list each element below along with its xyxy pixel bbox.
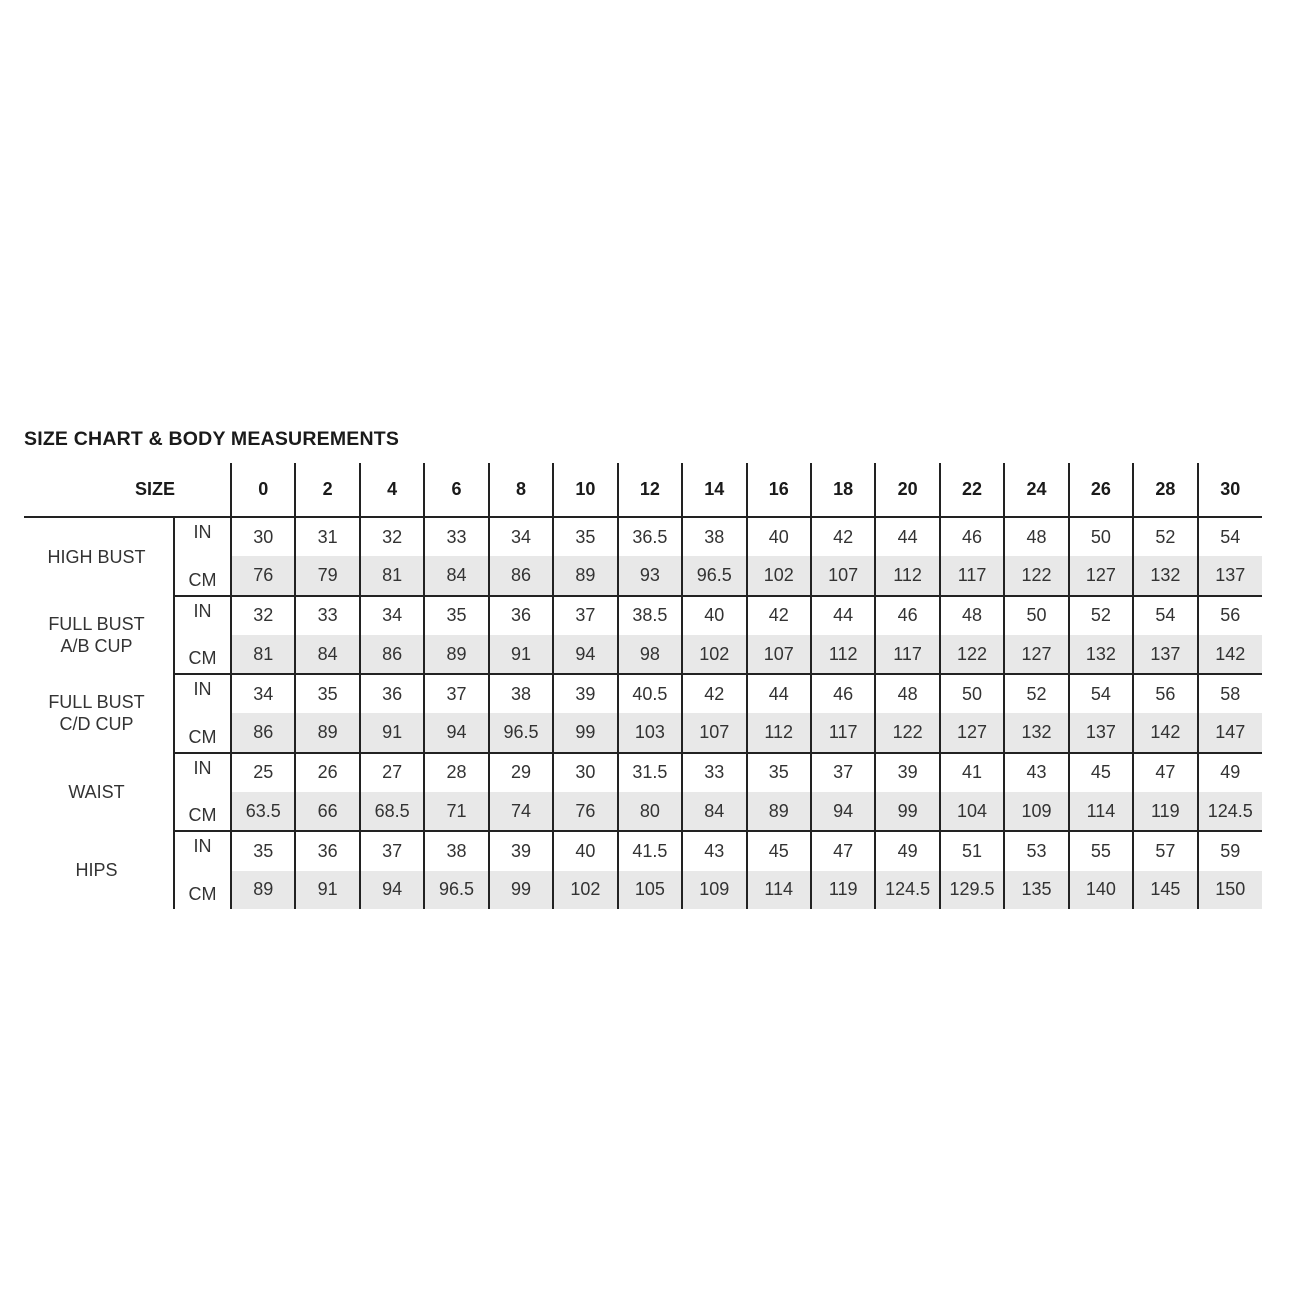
table-cell: 58 bbox=[1198, 674, 1262, 713]
table-cell: 35 bbox=[231, 831, 295, 870]
table-cell: 46 bbox=[875, 596, 939, 635]
table-cell: 49 bbox=[875, 831, 939, 870]
table-cell: 36 bbox=[360, 674, 424, 713]
table-cell: 74 bbox=[489, 792, 553, 831]
table-cell: 40 bbox=[682, 596, 746, 635]
unit-label: CM bbox=[174, 792, 231, 831]
table-cell: 68.5 bbox=[360, 792, 424, 831]
table-cell: 86 bbox=[231, 713, 295, 752]
table-cell: 36 bbox=[295, 831, 359, 870]
table-cell: 41 bbox=[940, 753, 1004, 792]
table-cell: 45 bbox=[1069, 753, 1133, 792]
table-cell: 76 bbox=[231, 556, 295, 595]
unit-label: CM bbox=[174, 871, 231, 909]
size-header-0: 0 bbox=[231, 463, 295, 517]
table-cell: 37 bbox=[811, 753, 875, 792]
table-cell: 89 bbox=[295, 713, 359, 752]
measurement-label-line: FULL BUST bbox=[48, 613, 145, 634]
measurement-label bbox=[24, 674, 174, 753]
table-cell: 94 bbox=[811, 792, 875, 831]
table-cell: 137 bbox=[1198, 556, 1262, 595]
table-row bbox=[24, 792, 1262, 831]
table-cell: 52 bbox=[1069, 596, 1133, 635]
table-cell: 117 bbox=[875, 635, 939, 674]
table-cell: 40 bbox=[747, 517, 811, 556]
size-header-26: 26 bbox=[1069, 463, 1133, 517]
table-cell: 34 bbox=[231, 674, 295, 713]
table-cell: 31.5 bbox=[618, 753, 682, 792]
table-cell: 51 bbox=[940, 831, 1004, 870]
table-cell: 102 bbox=[747, 556, 811, 595]
measurement-label-line: HIPS bbox=[75, 860, 118, 881]
unit-label: IN bbox=[174, 753, 231, 792]
table-cell: 37 bbox=[553, 596, 617, 635]
table-cell: 114 bbox=[1069, 792, 1133, 831]
table-cell: 45 bbox=[747, 831, 811, 870]
table-cell: 124.5 bbox=[875, 871, 939, 909]
table-cell: 94 bbox=[553, 635, 617, 674]
size-header-22: 22 bbox=[940, 463, 1004, 517]
unit-label: IN bbox=[174, 674, 231, 713]
table-cell: 38 bbox=[424, 831, 488, 870]
size-header-label: SIZE bbox=[24, 463, 231, 517]
table-row bbox=[24, 831, 1262, 870]
measurement-label bbox=[24, 831, 174, 909]
table-cell: 142 bbox=[1133, 713, 1197, 752]
measurement-rows bbox=[24, 517, 1262, 909]
size-header-20: 20 bbox=[875, 463, 939, 517]
table-row bbox=[24, 871, 1262, 909]
table-row bbox=[24, 635, 1262, 674]
measurement-label bbox=[24, 517, 174, 596]
size-header-16: 16 bbox=[747, 463, 811, 517]
table-cell: 38 bbox=[682, 517, 746, 556]
table-cell: 86 bbox=[360, 635, 424, 674]
table-cell: 114 bbox=[747, 871, 811, 909]
table-cell: 50 bbox=[1069, 517, 1133, 556]
table-cell: 38 bbox=[489, 674, 553, 713]
table-cell: 44 bbox=[875, 517, 939, 556]
unit-label: CM bbox=[174, 713, 231, 752]
table-cell: 104 bbox=[940, 792, 1004, 831]
table-cell: 56 bbox=[1133, 674, 1197, 713]
table-cell: 32 bbox=[231, 596, 295, 635]
table-cell: 50 bbox=[940, 674, 1004, 713]
measurement-label-line: FULL BUST bbox=[48, 692, 145, 713]
table-cell: 36.5 bbox=[618, 517, 682, 556]
table-cell: 94 bbox=[424, 713, 488, 752]
table-cell: 48 bbox=[940, 596, 1004, 635]
table-cell: 132 bbox=[1069, 635, 1133, 674]
table-cell: 42 bbox=[682, 674, 746, 713]
table-cell: 43 bbox=[1004, 753, 1068, 792]
table-cell: 34 bbox=[489, 517, 553, 556]
table-cell: 132 bbox=[1133, 556, 1197, 595]
measurement-label-line: A/B CUP bbox=[60, 635, 133, 656]
size-header-30: 30 bbox=[1198, 463, 1262, 517]
table-cell: 43 bbox=[682, 831, 746, 870]
table-cell: 99 bbox=[553, 713, 617, 752]
table-cell: 112 bbox=[875, 556, 939, 595]
table-cell: 40.5 bbox=[618, 674, 682, 713]
table-cell: 135 bbox=[1004, 871, 1068, 909]
table-cell: 109 bbox=[682, 871, 746, 909]
table-cell: 79 bbox=[295, 556, 359, 595]
measurement-label-line: C/D CUP bbox=[59, 714, 134, 735]
table-cell: 122 bbox=[940, 635, 1004, 674]
table-cell: 145 bbox=[1133, 871, 1197, 909]
table-cell: 44 bbox=[811, 596, 875, 635]
table-cell: 122 bbox=[1004, 556, 1068, 595]
table-cell: 35 bbox=[553, 517, 617, 556]
measurement-label bbox=[24, 753, 174, 832]
table-cell: 119 bbox=[1133, 792, 1197, 831]
table-cell: 147 bbox=[1198, 713, 1262, 752]
table-cell: 76 bbox=[553, 792, 617, 831]
table-cell: 48 bbox=[1004, 517, 1068, 556]
table-cell: 33 bbox=[424, 517, 488, 556]
table-cell: 99 bbox=[875, 792, 939, 831]
table-cell: 140 bbox=[1069, 871, 1133, 909]
table-row bbox=[24, 674, 1262, 713]
table-cell: 26 bbox=[295, 753, 359, 792]
size-header-6: 6 bbox=[424, 463, 488, 517]
table-cell: 36 bbox=[489, 596, 553, 635]
table-cell: 107 bbox=[682, 713, 746, 752]
size-header-row bbox=[24, 463, 1262, 517]
table-cell: 35 bbox=[747, 753, 811, 792]
table-cell: 55 bbox=[1069, 831, 1133, 870]
table-cell: 117 bbox=[811, 713, 875, 752]
table-cell: 33 bbox=[295, 596, 359, 635]
measurement-label bbox=[24, 596, 174, 675]
table-cell: 81 bbox=[360, 556, 424, 595]
unit-label: CM bbox=[174, 635, 231, 674]
table-cell: 54 bbox=[1069, 674, 1133, 713]
table-cell: 96.5 bbox=[489, 713, 553, 752]
table-cell: 117 bbox=[940, 556, 1004, 595]
table-cell: 142 bbox=[1198, 635, 1262, 674]
size-header-14: 14 bbox=[682, 463, 746, 517]
chart-title: SIZE CHART & BODY MEASUREMENTS bbox=[24, 428, 400, 450]
table-cell: 30 bbox=[231, 517, 295, 556]
table-cell: 33 bbox=[682, 753, 746, 792]
table-cell: 54 bbox=[1198, 517, 1262, 556]
table-cell: 91 bbox=[360, 713, 424, 752]
table-cell: 41.5 bbox=[618, 831, 682, 870]
table-cell: 93 bbox=[618, 556, 682, 595]
table-cell: 119 bbox=[811, 871, 875, 909]
size-chart-table bbox=[24, 463, 1262, 909]
size-header-24: 24 bbox=[1004, 463, 1068, 517]
table-cell: 29 bbox=[489, 753, 553, 792]
table-cell: 103 bbox=[618, 713, 682, 752]
table-cell: 96.5 bbox=[424, 871, 488, 909]
table-cell: 39 bbox=[489, 831, 553, 870]
table-cell: 39 bbox=[875, 753, 939, 792]
table-cell: 86 bbox=[489, 556, 553, 595]
size-header-10: 10 bbox=[553, 463, 617, 517]
table-cell: 25 bbox=[231, 753, 295, 792]
table-cell: 38.5 bbox=[618, 596, 682, 635]
table-cell: 89 bbox=[553, 556, 617, 595]
table-cell: 57 bbox=[1133, 831, 1197, 870]
table-cell: 132 bbox=[1004, 713, 1068, 752]
table-cell: 44 bbox=[747, 674, 811, 713]
table-cell: 39 bbox=[553, 674, 617, 713]
table-cell: 112 bbox=[747, 713, 811, 752]
table-cell: 89 bbox=[231, 871, 295, 909]
measurement-label-line: HIGH BUST bbox=[47, 546, 146, 567]
table-cell: 105 bbox=[618, 871, 682, 909]
table-cell: 80 bbox=[618, 792, 682, 831]
table-cell: 34 bbox=[360, 596, 424, 635]
table-cell: 91 bbox=[295, 871, 359, 909]
table-cell: 46 bbox=[811, 674, 875, 713]
table-cell: 42 bbox=[811, 517, 875, 556]
table-cell: 122 bbox=[875, 713, 939, 752]
table-cell: 89 bbox=[747, 792, 811, 831]
table-cell: 99 bbox=[489, 871, 553, 909]
table-cell: 59 bbox=[1198, 831, 1262, 870]
table-cell: 56 bbox=[1198, 596, 1262, 635]
table-cell: 112 bbox=[811, 635, 875, 674]
table-cell: 54 bbox=[1133, 596, 1197, 635]
table-row bbox=[24, 596, 1262, 635]
size-header-28: 28 bbox=[1133, 463, 1197, 517]
table-cell: 81 bbox=[231, 635, 295, 674]
table-row bbox=[24, 517, 1262, 556]
size-chart-table-wrap bbox=[24, 463, 1262, 909]
table-cell: 127 bbox=[940, 713, 1004, 752]
table-cell: 30 bbox=[553, 753, 617, 792]
table-cell: 127 bbox=[1069, 556, 1133, 595]
table-cell: 102 bbox=[682, 635, 746, 674]
table-cell: 53 bbox=[1004, 831, 1068, 870]
table-cell: 37 bbox=[360, 831, 424, 870]
table-cell: 47 bbox=[1133, 753, 1197, 792]
table-cell: 71 bbox=[424, 792, 488, 831]
table-cell: 150 bbox=[1198, 871, 1262, 909]
size-header-8: 8 bbox=[489, 463, 553, 517]
table-row bbox=[24, 556, 1262, 595]
measurement-label-line: WAIST bbox=[68, 782, 125, 803]
table-cell: 50 bbox=[1004, 596, 1068, 635]
size-header-2: 2 bbox=[295, 463, 359, 517]
table-cell: 109 bbox=[1004, 792, 1068, 831]
table-cell: 66 bbox=[295, 792, 359, 831]
unit-label: IN bbox=[174, 596, 231, 635]
table-cell: 98 bbox=[618, 635, 682, 674]
table-cell: 32 bbox=[360, 517, 424, 556]
size-header-4: 4 bbox=[360, 463, 424, 517]
table-cell: 35 bbox=[424, 596, 488, 635]
table-cell: 31 bbox=[295, 517, 359, 556]
table-cell: 28 bbox=[424, 753, 488, 792]
table-cell: 47 bbox=[811, 831, 875, 870]
unit-label: IN bbox=[174, 517, 231, 556]
table-cell: 84 bbox=[682, 792, 746, 831]
size-header-12: 12 bbox=[618, 463, 682, 517]
table-cell: 40 bbox=[553, 831, 617, 870]
table-cell: 37 bbox=[424, 674, 488, 713]
unit-label: CM bbox=[174, 556, 231, 595]
table-cell: 63.5 bbox=[231, 792, 295, 831]
unit-label: IN bbox=[174, 831, 231, 870]
table-cell: 107 bbox=[747, 635, 811, 674]
table-cell: 46 bbox=[940, 517, 1004, 556]
table-cell: 52 bbox=[1004, 674, 1068, 713]
table-cell: 102 bbox=[553, 871, 617, 909]
table-cell: 52 bbox=[1133, 517, 1197, 556]
table-row bbox=[24, 753, 1262, 792]
size-header-18: 18 bbox=[811, 463, 875, 517]
table-row bbox=[24, 713, 1262, 752]
table-cell: 91 bbox=[489, 635, 553, 674]
table-cell: 96.5 bbox=[682, 556, 746, 595]
table-cell: 48 bbox=[875, 674, 939, 713]
table-cell: 84 bbox=[424, 556, 488, 595]
table-cell: 107 bbox=[811, 556, 875, 595]
table-cell: 84 bbox=[295, 635, 359, 674]
table-cell: 127 bbox=[1004, 635, 1068, 674]
table-cell: 137 bbox=[1133, 635, 1197, 674]
table-cell: 27 bbox=[360, 753, 424, 792]
table-cell: 137 bbox=[1069, 713, 1133, 752]
table-cell: 49 bbox=[1198, 753, 1262, 792]
table-cell: 94 bbox=[360, 871, 424, 909]
table-cell: 89 bbox=[424, 635, 488, 674]
table-cell: 129.5 bbox=[940, 871, 1004, 909]
table-cell: 124.5 bbox=[1198, 792, 1262, 831]
table-cell: 42 bbox=[747, 596, 811, 635]
table-cell: 35 bbox=[295, 674, 359, 713]
